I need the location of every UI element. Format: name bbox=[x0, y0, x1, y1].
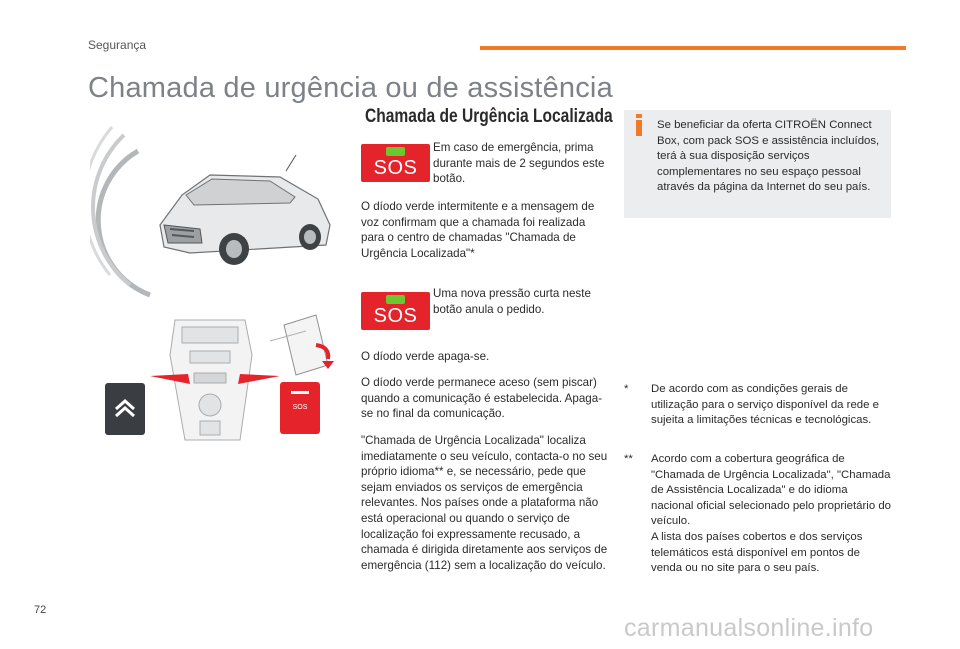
info-box bbox=[624, 110, 891, 218]
chevron-up-icon bbox=[105, 383, 145, 435]
footnote-1 bbox=[624, 382, 894, 446]
page-title: Chamada de urgência ou de assistência bbox=[88, 72, 613, 104]
info-icon bbox=[632, 114, 646, 136]
footnote-1-mark: * bbox=[624, 383, 629, 395]
sos-button-illustration bbox=[361, 144, 430, 182]
sos-led bbox=[386, 295, 405, 304]
console-sos-button bbox=[280, 382, 320, 434]
section-label: Segurança bbox=[88, 38, 147, 52]
console-chevron-button bbox=[105, 383, 145, 435]
press-button-illustration bbox=[266, 305, 346, 377]
console-sos-led bbox=[291, 391, 309, 394]
paragraph-description: "Chamada de Urgência Localizada" localiza imediatamente o seu veículo, contacta-o no seu próprio idioma** e, se necessário, pede que sejam enviados os serviços de emergência relevantes. Nos países onde a plataforma não está operacional ou quando o serviço de localização foi expressamente recusado, a chamada é dirigida diretamente aos serviços de emergência (112) sem a localização do veículo. bbox=[361, 434, 608, 572]
sos-label: SOS bbox=[373, 305, 418, 327]
paragraph-cancel: Uma nova pressão curta neste botão anula o pedido. bbox=[433, 287, 591, 316]
section-subtitle: Chamada de Urgência Localizada bbox=[365, 106, 613, 127]
footnote-2-text: Acordo com a cobertura geográfica de "Chamada de Urgência Localizada", "Chamada de Assistência Localizada" e do idioma nacional oficial selecionado pelo proprietário do veículo. A lista dos países cobertos e dos serviços telemáticos está disponível em pontos de venda ou no site para o seu país. bbox=[651, 453, 891, 575]
sos-label: SOS bbox=[373, 157, 418, 179]
paragraph-press: Em caso de emergência, prima durante mais de 2 segundos este botão. bbox=[433, 141, 605, 186]
watermark: carmanualsonline.info bbox=[624, 614, 874, 642]
console-sos-label: SOS bbox=[292, 404, 308, 411]
header-accent-bar bbox=[480, 46, 906, 50]
info-text: Se beneficiar da oferta CITROËN Connect Box, com pack SOS e assistência incluídos, terá à sua disposição serviços complementares no seu espaço pessoal através da página da Internet do seu país. bbox=[657, 119, 880, 194]
car-illustration bbox=[90, 125, 340, 305]
sos-led bbox=[386, 147, 405, 156]
footnote-2-mark: ** bbox=[624, 453, 633, 465]
sos-button-illustration-2 bbox=[361, 292, 430, 330]
footnote-2 bbox=[624, 452, 894, 582]
page-number: 72 bbox=[34, 604, 47, 616]
paragraph-confirm: O díodo verde intermitente e a mensagem de voz confirmam que a chamada foi realizada para o centro de chamadas "Chamada de Urgência Localizada"* bbox=[361, 200, 595, 260]
paragraph-led-on: O díodo verde permanece aceso (sem piscar) quando a comunicação é estabelecida. Apaga-se no final da comunicação. bbox=[361, 376, 603, 421]
paragraph-led-off: O díodo verde apaga-se. bbox=[361, 350, 490, 363]
footnote-1-text: De acordo com as condições gerais de utilização para o serviço disponível da rede e sujeita a limitações técnicas e tecnológicas. bbox=[651, 383, 879, 427]
